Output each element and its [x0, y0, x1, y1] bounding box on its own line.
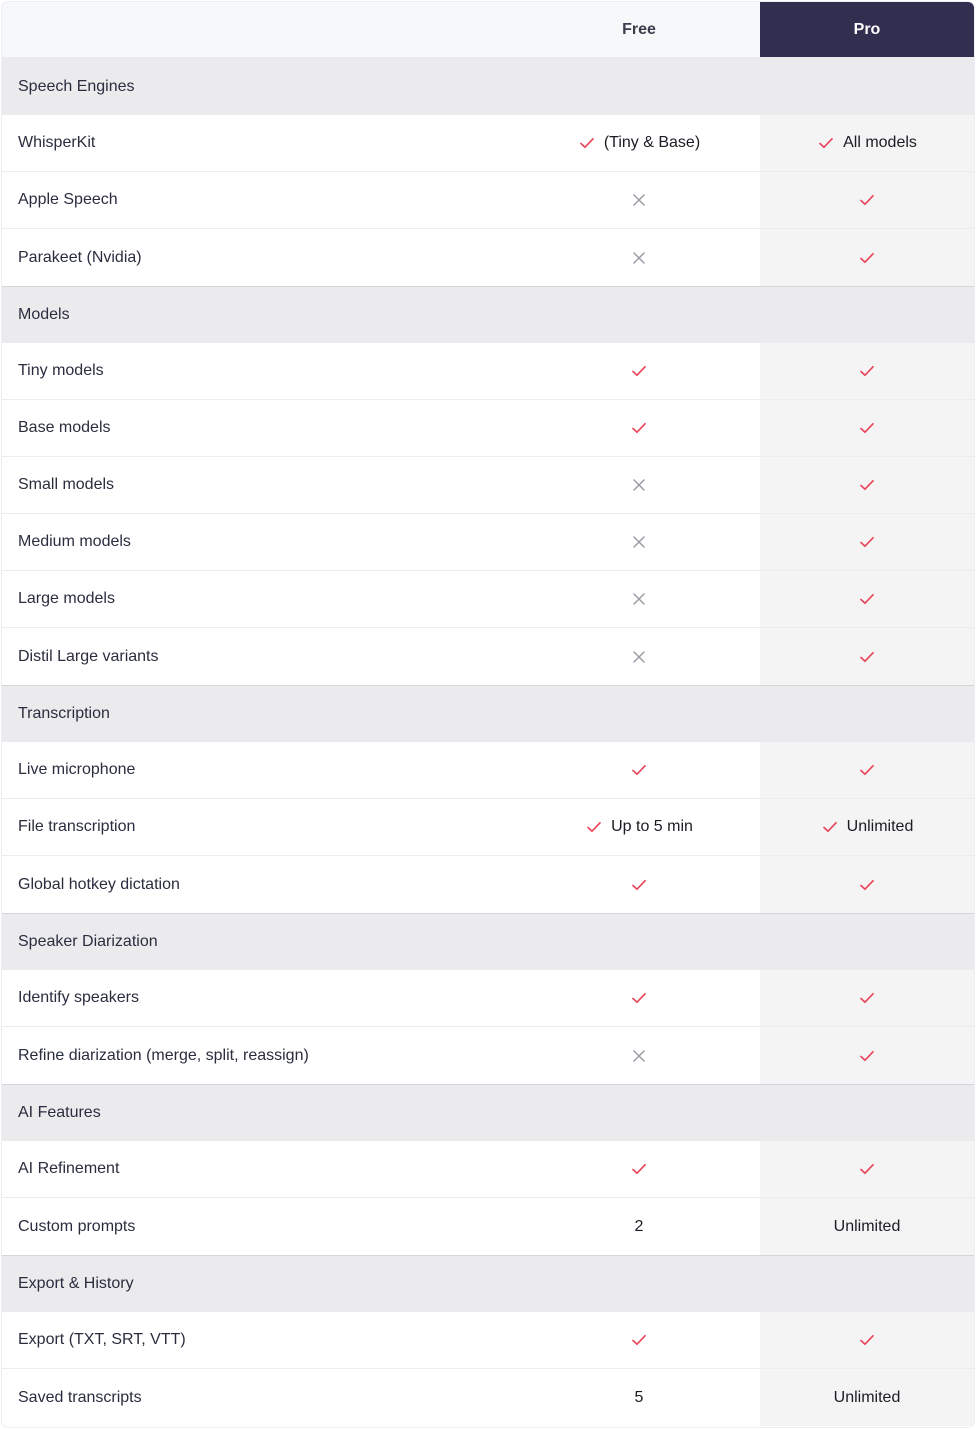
free-value-text: 2: [634, 1217, 644, 1235]
check-icon: [630, 1160, 648, 1178]
table-row: [2, 1027, 974, 1084]
section-free-spacer: [518, 1085, 760, 1141]
feature-label-custom-prompts: Custom prompts: [18, 1217, 136, 1235]
pro-value-text: All models: [843, 134, 917, 151]
pro-value-medium-models: [760, 514, 974, 570]
pro-value-text: Unlimited: [833, 1388, 901, 1406]
table-row: [2, 571, 974, 628]
free-value-parakeet-nvidia: [518, 229, 760, 286]
pro-value-saved-transcripts: [760, 1369, 974, 1426]
check-icon: [858, 989, 876, 1007]
section-header-models: [2, 286, 974, 343]
section-header-speech-engines: [2, 58, 974, 115]
check-icon: [858, 876, 876, 894]
section-pro-spacer: [760, 287, 974, 343]
cross-icon: [630, 476, 648, 494]
pro-value-small-models: [760, 457, 974, 513]
pro-value-identify-speakers: [760, 970, 974, 1026]
comparison-table: [2, 2, 974, 1427]
check-icon: [630, 761, 648, 779]
pro-value-base-models: [760, 400, 974, 456]
feature-label-base-models: Base models: [18, 419, 111, 436]
table-body: [2, 58, 974, 1426]
free-value-global-hotkey-dictation: [518, 856, 760, 913]
feature-label-file-transcription: File transcription: [18, 818, 136, 835]
section-header-ai-features: [2, 1084, 974, 1141]
table-header-row: [2, 2, 974, 58]
cross-icon: [630, 191, 648, 209]
pro-value-apple-speech: [760, 172, 974, 228]
free-value-large-models: [518, 571, 760, 627]
feature-label-tiny-models: Tiny models: [18, 362, 104, 379]
free-value-medium-models: [518, 514, 760, 570]
feature-label-small-models: Small models: [18, 476, 115, 493]
feature-label-whisperkit: WhisperKit: [18, 134, 96, 151]
feature-label-global-hotkey-dictation: Global hotkey dictation: [18, 875, 180, 893]
free-value-text: Up to 5 min: [611, 818, 693, 835]
table-row: [2, 115, 974, 172]
table-row: [2, 1198, 974, 1255]
table-row: [2, 856, 974, 913]
section-free-spacer: [518, 287, 760, 343]
check-icon: [858, 761, 876, 779]
feature-label-refine-diarization-merge-split-reassign: Refine diarization (merge, split, reassign): [18, 1046, 309, 1064]
table-row: [2, 514, 974, 571]
cross-icon: [630, 249, 648, 267]
header-pro-plan: Pro: [760, 2, 974, 57]
check-icon: [585, 818, 603, 836]
free-value-small-models: [518, 457, 760, 513]
feature-label-ai-refinement: AI Refinement: [18, 1160, 120, 1177]
check-icon: [858, 1047, 876, 1065]
section-header-transcription: [2, 685, 974, 742]
feature-label-live-microphone: Live microphone: [18, 761, 136, 778]
header-free-plan: Free: [518, 2, 760, 57]
check-icon: [630, 1331, 648, 1349]
pro-value-text: Unlimited: [833, 1217, 901, 1235]
check-icon: [858, 476, 876, 494]
check-icon: [858, 249, 876, 267]
free-value-distil-large-variants: [518, 628, 760, 685]
feature-label-export-txt-srt-vtt: Export (TXT, SRT, VTT): [18, 1331, 186, 1348]
check-icon: [858, 419, 876, 437]
table-row: [2, 229, 974, 286]
table-row: [2, 1141, 974, 1198]
section-pro-spacer: [760, 58, 974, 115]
header-feature-cell: [2, 2, 518, 57]
free-value-file-transcription: [518, 799, 760, 855]
cross-icon: [630, 648, 648, 666]
table-row: [2, 172, 974, 229]
free-value-text: 5: [634, 1388, 644, 1406]
check-icon: [817, 134, 835, 152]
pro-value-live-microphone: [760, 742, 974, 798]
table-row: [2, 742, 974, 799]
free-value-tiny-models: [518, 343, 760, 399]
check-icon: [578, 134, 596, 152]
free-value-base-models: [518, 400, 760, 456]
section-title: Speech Engines: [18, 77, 135, 95]
free-value-text: (Tiny & Base): [603, 134, 701, 151]
pro-value-whisperkit: [760, 115, 974, 171]
table-row: [2, 1312, 974, 1369]
section-pro-spacer: [760, 914, 974, 970]
section-title: Models: [18, 306, 70, 323]
check-icon: [858, 1160, 876, 1178]
section-free-spacer: [518, 58, 760, 115]
check-icon: [630, 362, 648, 380]
table-row: [2, 970, 974, 1027]
pro-value-file-transcription: [760, 799, 974, 855]
check-icon: [858, 362, 876, 380]
table-row: [2, 343, 974, 400]
check-icon: [858, 648, 876, 666]
feature-label-saved-transcripts: Saved transcripts: [18, 1388, 142, 1406]
cross-icon: [630, 590, 648, 608]
pro-value-distil-large-variants: [760, 628, 974, 685]
pro-value-export-txt-srt-vtt: [760, 1312, 974, 1368]
pro-value-tiny-models: [760, 343, 974, 399]
check-icon: [630, 419, 648, 437]
feature-label-parakeet-nvidia: Parakeet (Nvidia): [18, 248, 142, 266]
feature-label-medium-models: Medium models: [18, 533, 131, 550]
free-value-export-txt-srt-vtt: [518, 1312, 760, 1368]
check-icon: [858, 191, 876, 209]
pro-value-large-models: [760, 571, 974, 627]
free-value-refine-diarization-merge-split-reassign: [518, 1027, 760, 1084]
free-value-saved-transcripts: [518, 1369, 760, 1426]
section-title: Speaker Diarization: [18, 933, 158, 950]
check-icon: [821, 818, 839, 836]
section-pro-spacer: [760, 1256, 974, 1312]
free-value-custom-prompts: [518, 1198, 760, 1255]
section-free-spacer: [518, 1256, 760, 1312]
free-value-apple-speech: [518, 172, 760, 228]
cross-icon: [630, 1047, 648, 1065]
section-title: Export & History: [18, 1275, 134, 1292]
check-icon: [630, 989, 648, 1007]
free-value-ai-refinement: [518, 1141, 760, 1197]
section-title: AI Features: [18, 1104, 101, 1121]
table-row: [2, 457, 974, 514]
check-icon: [858, 1331, 876, 1349]
pro-value-refine-diarization-merge-split-reassign: [760, 1027, 974, 1084]
pro-value-custom-prompts: [760, 1198, 974, 1255]
feature-label-distil-large-variants: Distil Large variants: [18, 647, 159, 665]
section-header-export-history: [2, 1255, 974, 1312]
table-row: [2, 628, 974, 685]
check-icon: [630, 876, 648, 894]
table-row: [2, 1369, 974, 1426]
feature-label-apple-speech: Apple Speech: [18, 191, 118, 208]
table-row: [2, 400, 974, 457]
cross-icon: [630, 533, 648, 551]
section-header-speaker-diarization: [2, 913, 974, 970]
free-value-whisperkit: [518, 115, 760, 171]
feature-label-large-models: Large models: [18, 590, 115, 607]
table-row: [2, 799, 974, 856]
pro-value-text: Unlimited: [846, 818, 914, 835]
check-icon: [858, 533, 876, 551]
pro-value-global-hotkey-dictation: [760, 856, 974, 913]
check-icon: [858, 590, 876, 608]
section-free-spacer: [518, 686, 760, 742]
free-value-identify-speakers: [518, 970, 760, 1026]
feature-label-identify-speakers: Identify speakers: [18, 989, 139, 1006]
pro-value-parakeet-nvidia: [760, 229, 974, 286]
free-value-live-microphone: [518, 742, 760, 798]
section-pro-spacer: [760, 686, 974, 742]
section-pro-spacer: [760, 1085, 974, 1141]
section-free-spacer: [518, 914, 760, 970]
section-title: Transcription: [18, 705, 110, 722]
pro-value-ai-refinement: [760, 1141, 974, 1197]
